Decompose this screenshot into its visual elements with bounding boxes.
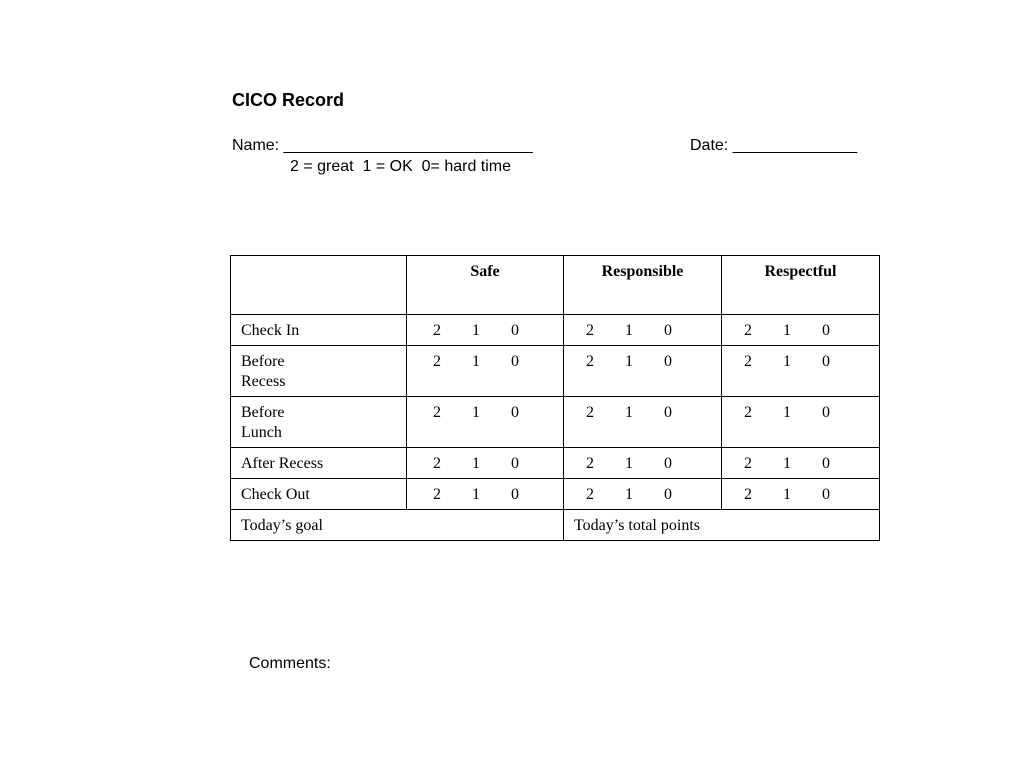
rating-cell-responsible (564, 397, 722, 448)
rating-option-2[interactable]: 2 (744, 404, 752, 421)
rating-option-0[interactable]: 0 (822, 353, 830, 370)
rating-cell-respectful (722, 346, 880, 397)
rating-option-2[interactable]: 2 (586, 455, 594, 472)
rating-options (574, 403, 721, 423)
rating-option-0[interactable]: 0 (822, 486, 830, 503)
rating-option-1[interactable]: 1 (625, 353, 633, 370)
rating-cell-respectful (722, 397, 880, 448)
rating-options (574, 321, 721, 341)
rating-option-0[interactable]: 0 (511, 486, 519, 503)
rating-options (574, 352, 721, 372)
comments-label: Comments: (249, 655, 331, 672)
rating-option-2[interactable]: 2 (433, 322, 441, 339)
todays-total-points-cell[interactable]: Today’s total points (564, 510, 880, 541)
date-field[interactable]: Date: ______________ (690, 137, 858, 154)
rating-option-0[interactable]: 0 (511, 455, 519, 472)
rating-option-2[interactable]: 2 (433, 486, 441, 503)
rating-option-2[interactable]: 2 (744, 353, 752, 370)
rating-options (732, 321, 879, 341)
rating-option-2[interactable]: 2 (586, 353, 594, 370)
table-footer-row (231, 510, 880, 541)
column-header-safe: Safe (407, 256, 564, 315)
rating-option-2[interactable]: 2 (586, 404, 594, 421)
rating-cell-respectful (722, 479, 880, 510)
rating-option-2[interactable]: 2 (586, 486, 594, 503)
rating-option-1[interactable]: 1 (625, 455, 633, 472)
table-row (231, 397, 880, 448)
rating-options (574, 485, 721, 505)
rating-cell-responsible (564, 346, 722, 397)
rating-option-0[interactable]: 0 (511, 353, 519, 370)
rating-options (732, 454, 879, 474)
rating-option-0[interactable]: 0 (822, 404, 830, 421)
rating-option-0[interactable]: 0 (664, 404, 672, 421)
column-header-responsible: Responsible (564, 256, 722, 315)
rating-option-2[interactable]: 2 (744, 322, 752, 339)
rating-cell-safe (407, 479, 564, 510)
row-label: Before Recess (231, 346, 407, 397)
row-label: Check Out (231, 479, 407, 510)
rating-cell-respectful (722, 315, 880, 346)
rating-options (417, 321, 563, 341)
rating-option-1[interactable]: 1 (783, 455, 791, 472)
rating-option-1[interactable]: 1 (472, 455, 480, 472)
rating-option-0[interactable]: 0 (511, 404, 519, 421)
rating-option-1[interactable]: 1 (625, 322, 633, 339)
row-label: After Recess (231, 448, 407, 479)
rating-cell-safe (407, 315, 564, 346)
column-header-blank (231, 256, 407, 315)
rating-options (417, 352, 563, 372)
rating-option-0[interactable]: 0 (664, 455, 672, 472)
rating-option-2[interactable]: 2 (744, 486, 752, 503)
rating-option-1[interactable]: 1 (472, 353, 480, 370)
rating-option-1[interactable]: 1 (783, 353, 791, 370)
rating-cell-responsible (564, 448, 722, 479)
rating-option-1[interactable]: 1 (472, 486, 480, 503)
table-row (231, 346, 880, 397)
rating-options (417, 403, 563, 423)
rating-option-0[interactable]: 0 (822, 455, 830, 472)
name-field[interactable]: Name: ____________________________ (232, 137, 533, 154)
todays-goal-cell[interactable]: Today’s goal (231, 510, 564, 541)
rating-options (574, 454, 721, 474)
rating-option-1[interactable]: 1 (472, 322, 480, 339)
rating-option-0[interactable]: 0 (664, 486, 672, 503)
rating-cell-safe (407, 448, 564, 479)
row-label: Check In (231, 315, 407, 346)
rating-options (732, 403, 879, 423)
column-header-respectful: Respectful (722, 256, 880, 315)
rating-option-2[interactable]: 2 (433, 404, 441, 421)
rating-option-2[interactable]: 2 (433, 353, 441, 370)
rating-option-1[interactable]: 1 (783, 404, 791, 421)
rating-cell-responsible (564, 479, 722, 510)
rating-option-2[interactable]: 2 (433, 455, 441, 472)
rating-cell-respectful (722, 448, 880, 479)
rating-option-2[interactable]: 2 (586, 322, 594, 339)
table-header-row (231, 256, 880, 315)
rating-cell-safe (407, 346, 564, 397)
table-row (231, 315, 880, 346)
rating-options (732, 352, 879, 372)
table-row (231, 479, 880, 510)
rating-option-1[interactable]: 1 (625, 404, 633, 421)
rating-cell-responsible (564, 315, 722, 346)
rating-option-2[interactable]: 2 (744, 455, 752, 472)
page-title: CICO Record (232, 90, 345, 110)
rating-options (732, 485, 879, 505)
rating-option-0[interactable]: 0 (664, 322, 672, 339)
rating-option-1[interactable]: 1 (783, 486, 791, 503)
table-body (231, 315, 880, 510)
rating-cell-safe (407, 397, 564, 448)
rating-option-0[interactable]: 0 (822, 322, 830, 339)
row-label: Before Lunch (231, 397, 407, 448)
table-row (231, 448, 880, 479)
rating-options (417, 454, 563, 474)
rating-option-1[interactable]: 1 (472, 404, 480, 421)
rating-scale-legend: 2 = great 1 = OK 0= hard time (290, 158, 512, 175)
rating-option-1[interactable]: 1 (625, 486, 633, 503)
rating-option-1[interactable]: 1 (783, 322, 791, 339)
rating-options (417, 485, 563, 505)
rating-option-0[interactable]: 0 (664, 353, 672, 370)
rating-option-0[interactable]: 0 (511, 322, 519, 339)
cico-record-table (230, 255, 880, 541)
